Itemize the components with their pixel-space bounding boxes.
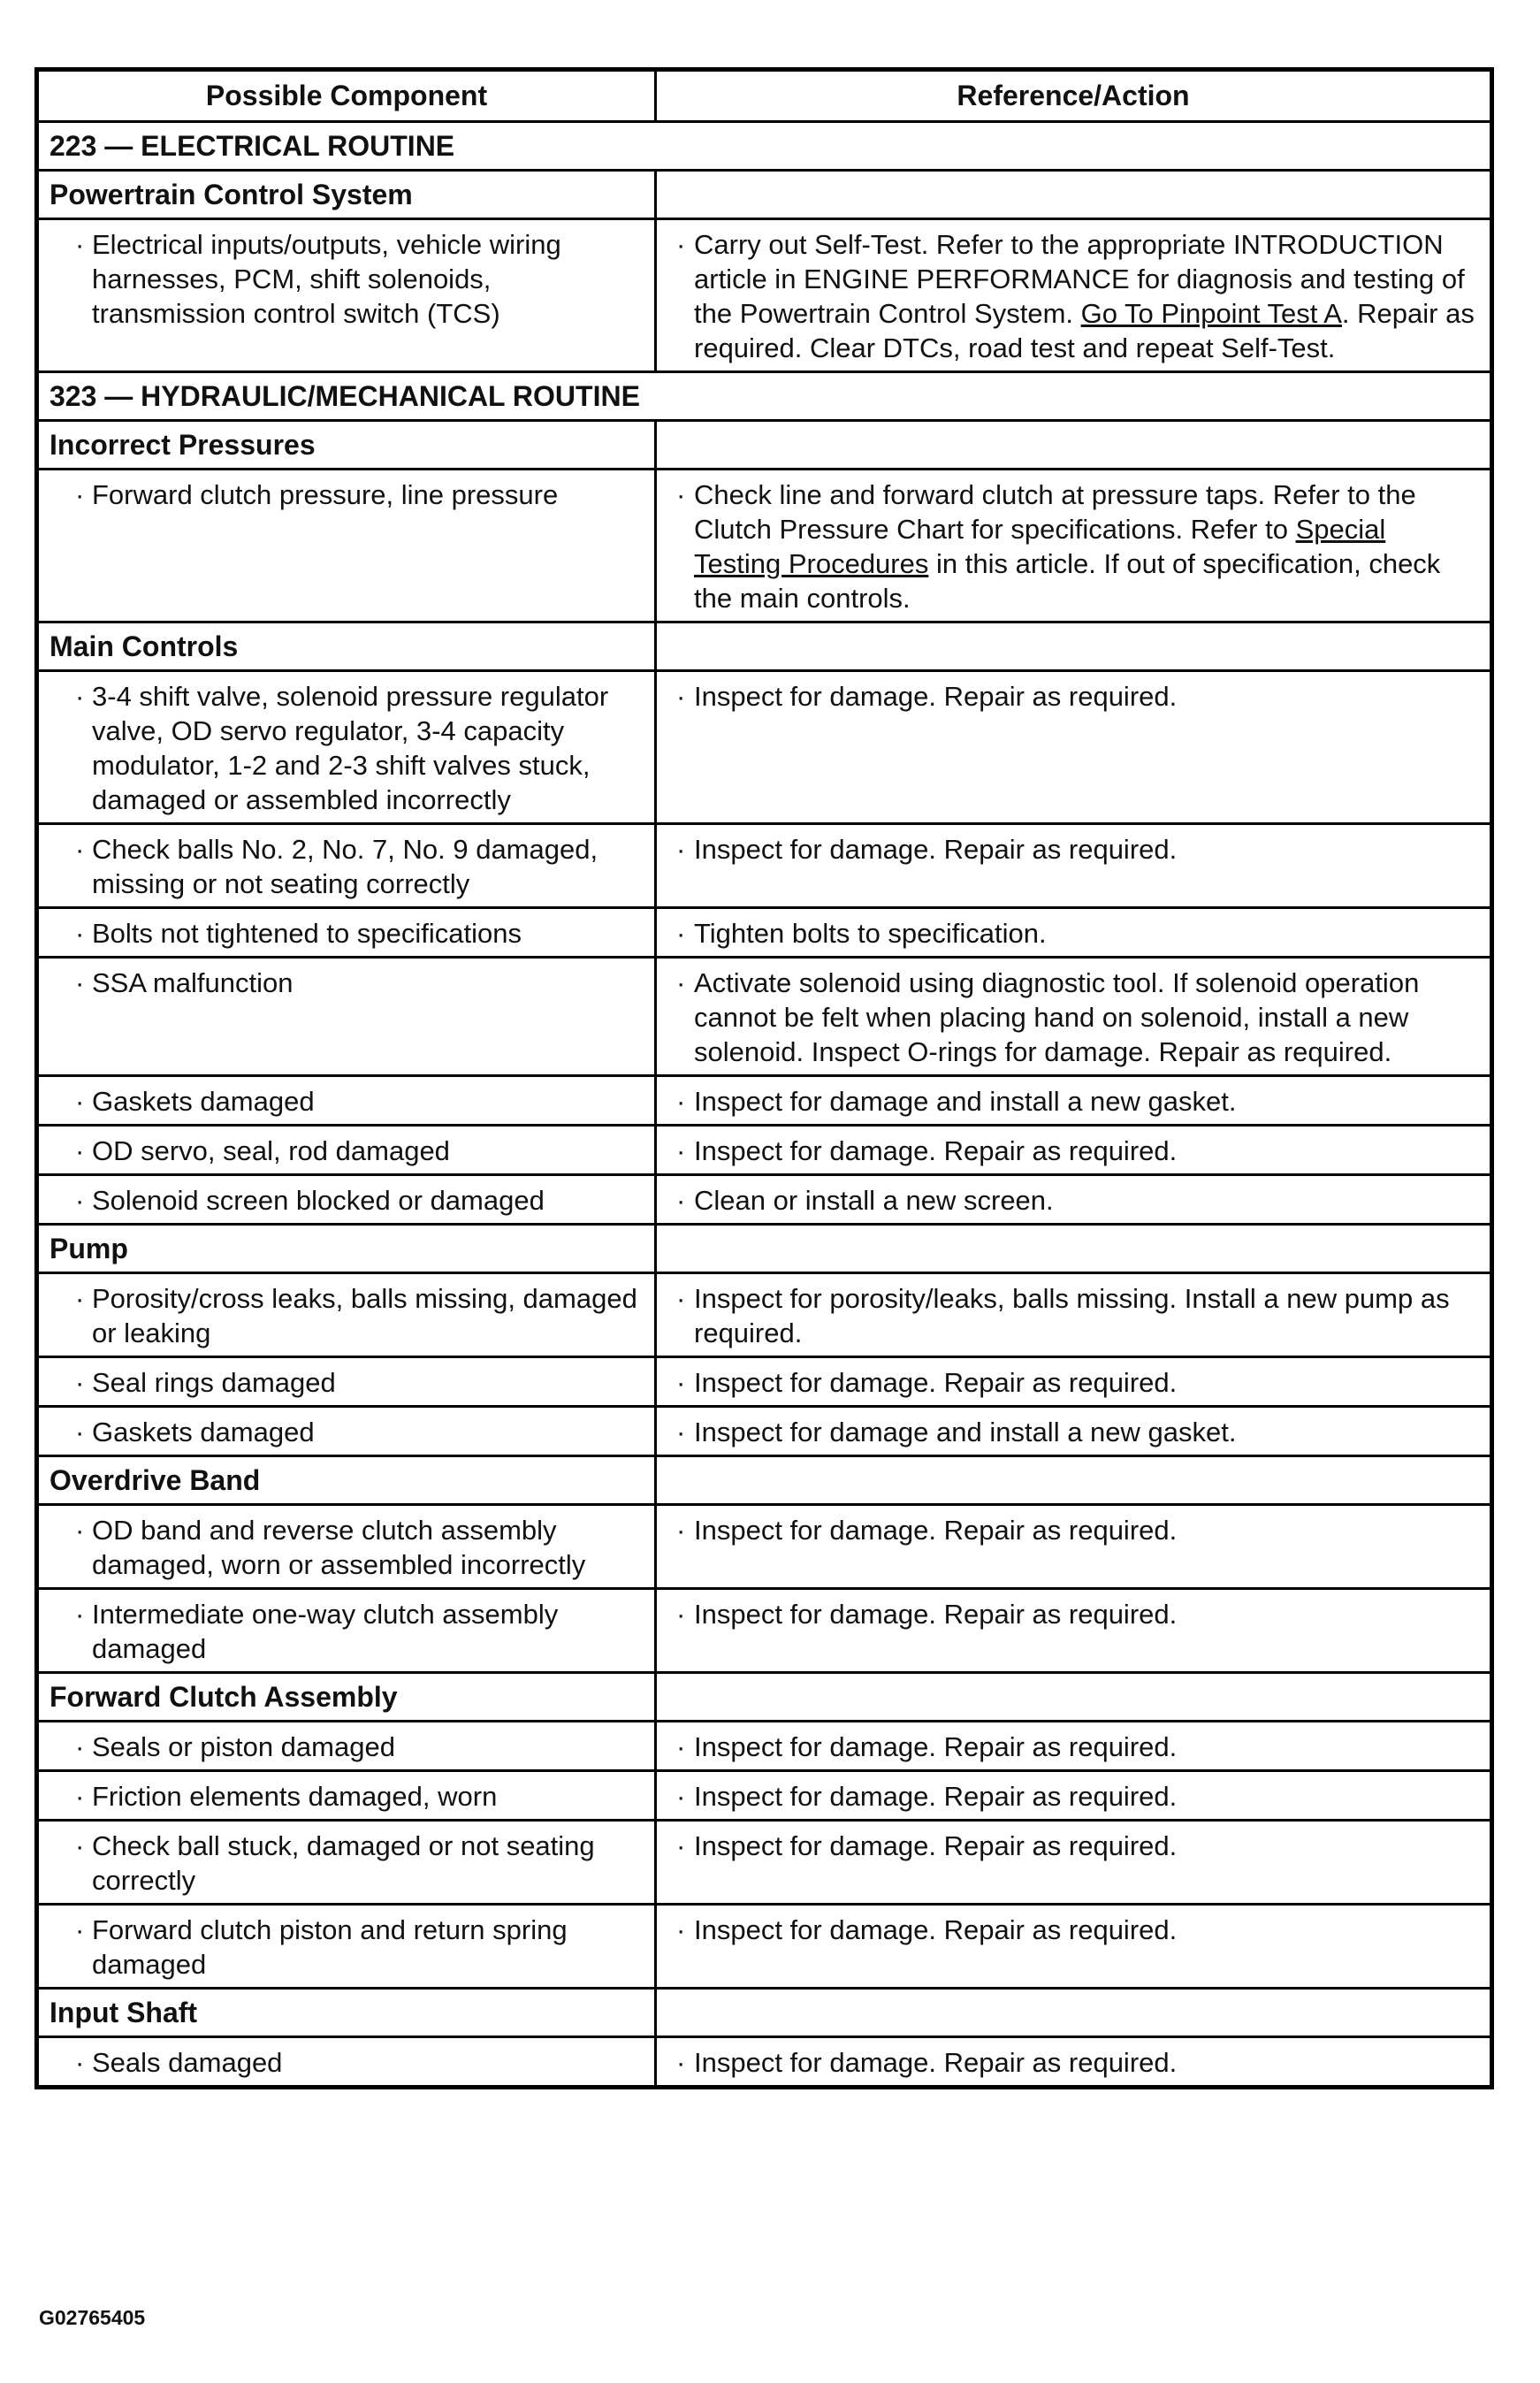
component-cell (37, 1076, 656, 1126)
component-text-wrap (39, 1913, 654, 1982)
action-text-wrap (657, 832, 1490, 867)
bullet-icon: · (676, 1135, 686, 1166)
component-text-wrap (39, 1597, 654, 1666)
action-text: Inspect for damage. Repair as required. (694, 1781, 1178, 1812)
bullet-icon: · (75, 918, 85, 949)
component-cell (37, 2037, 656, 2088)
action-text-continued: in this article. If out of specification, check the main controls. (694, 548, 1441, 614)
group-row (37, 421, 1492, 470)
component-cell (37, 1407, 656, 1456)
component-cell (37, 824, 656, 908)
group-title: Forward Clutch Assembly (37, 1673, 656, 1722)
action-text-wrap (657, 1084, 1490, 1119)
component-text-wrap (39, 916, 654, 951)
action-text: Inspect for damage. Repair as required. (694, 1599, 1178, 1630)
action-text-wrap (657, 1134, 1490, 1168)
possible-component-text: Check ball stuck, damaged or not seating correctly (92, 1830, 595, 1896)
possible-component-text: Seals damaged (92, 2047, 283, 2078)
group-title: Overdrive Band (37, 1456, 656, 1505)
component-text-wrap (39, 832, 654, 901)
bullet-icon: · (676, 1515, 686, 1546)
bullet-icon: · (75, 2047, 85, 2078)
action-text: Inspect for damage. Repair as required. (694, 1914, 1178, 1945)
possible-component-text: Gaskets damaged (92, 1086, 315, 1117)
table-row (37, 1273, 1492, 1357)
component-text-wrap (39, 1779, 654, 1814)
action-text-wrap (657, 1183, 1490, 1218)
group-row (37, 1225, 1492, 1273)
component-cell (37, 1771, 656, 1821)
action-text-wrap (657, 1779, 1490, 1814)
reference-link[interactable]: Go To Pinpoint Test A (1080, 298, 1342, 329)
bullet-icon: · (75, 1515, 85, 1546)
reference-link[interactable]: Special Testing Procedures (694, 514, 1386, 579)
bullet-icon: · (75, 1135, 85, 1166)
group-row (37, 171, 1492, 219)
table-row (37, 908, 1492, 958)
action-cell (656, 1771, 1492, 1821)
bullet-icon: · (75, 1185, 85, 1216)
possible-component-text: Solenoid screen blocked or damaged (92, 1185, 545, 1216)
bullet-icon: · (75, 1283, 85, 1314)
component-cell (37, 958, 656, 1076)
bullet-icon: · (75, 681, 85, 712)
action-text: Activate solenoid using diagnostic tool. If solenoid operation cannot be felt when placing hand on solenoid, install a new solenoid. Inspect O-rings for damage. Repair as required. (694, 967, 1420, 1067)
bullet-icon: · (676, 1367, 686, 1398)
bullet-icon: · (676, 1781, 686, 1812)
component-text-wrap (39, 679, 654, 817)
table-row (37, 2037, 1492, 2088)
action-text: Inspect for damage. Repair as required. (694, 1515, 1178, 1546)
component-text-wrap (39, 1134, 654, 1168)
action-text-wrap (657, 1597, 1490, 1631)
table-row (37, 1771, 1492, 1821)
table-row (37, 219, 1492, 372)
component-cell (37, 1722, 656, 1771)
action-text-wrap (657, 1829, 1490, 1863)
possible-component-text: Seal rings damaged (92, 1367, 336, 1398)
possible-component-text: Porosity/cross leaks, balls missing, damaged or leaking (92, 1283, 637, 1348)
table-row (37, 1722, 1492, 1771)
bullet-icon: · (676, 1914, 686, 1945)
action-text: Inspect for damage and install a new gasket. (694, 1086, 1237, 1117)
table-row (37, 1175, 1492, 1225)
component-text-wrap (39, 477, 654, 512)
bullet-icon: · (75, 967, 85, 998)
bullet-icon: · (75, 479, 85, 510)
action-cell (656, 1589, 1492, 1673)
bullet-icon: · (75, 1367, 85, 1398)
action-text: Inspect for porosity/leaks, balls missing. Install a new pump as required. (694, 1283, 1450, 1348)
action-text: Tighten bolts to specification. (694, 918, 1047, 949)
component-cell (37, 219, 656, 372)
action-cell (656, 1126, 1492, 1175)
bullet-icon: · (676, 2047, 686, 2078)
possible-component-text: Friction elements damaged, worn (92, 1781, 498, 1812)
bullet-icon: · (75, 1417, 85, 1447)
bullet-icon: · (676, 967, 686, 998)
action-cell (656, 1905, 1492, 1989)
bullet-icon: · (75, 1830, 85, 1861)
action-text: Inspect for damage. Repair as required. (694, 1367, 1178, 1398)
action-text-wrap (657, 679, 1490, 714)
component-cell (37, 1505, 656, 1589)
action-text: Check line and forward clutch at pressure taps. Refer to the Clutch Pressure Chart for specifications. Refer to (694, 479, 1416, 545)
component-cell (37, 908, 656, 958)
action-text: Inspect for damage. Repair as required. (694, 834, 1178, 865)
action-text: Inspect for damage. Repair as required. (694, 681, 1178, 712)
section-title: 223 — ELECTRICAL ROUTINE (37, 122, 1492, 171)
group-row (37, 1456, 1492, 1505)
component-text-wrap (39, 1365, 654, 1400)
component-cell (37, 1175, 656, 1225)
component-text-wrap (39, 1084, 654, 1119)
action-cell (656, 1505, 1492, 1589)
bullet-icon: · (676, 1830, 686, 1861)
action-cell (656, 1175, 1492, 1225)
action-text: Inspect for damage. Repair as required. (694, 2047, 1178, 2078)
action-text: Clean or install a new screen. (694, 1185, 1054, 1216)
action-text: Carry out Self-Test. Refer to the appropriate INTRODUCTION article in ENGINE PERFORMANCE for diagnosis and testing of the Powertrain Control System. (694, 229, 1465, 329)
section-row (37, 122, 1492, 171)
action-cell (656, 824, 1492, 908)
bullet-icon: · (75, 1086, 85, 1117)
group-title: Input Shaft (37, 1989, 656, 2037)
group-row (37, 622, 1492, 671)
table-row (37, 1905, 1492, 1989)
action-text-wrap (657, 966, 1490, 1069)
diagnosis-table-body (37, 70, 1492, 2088)
component-cell (37, 1273, 656, 1357)
bullet-icon: · (676, 1599, 686, 1630)
table-row (37, 1126, 1492, 1175)
group-row (37, 1673, 1492, 1722)
group-action-empty (656, 171, 1492, 219)
bullet-icon: · (676, 681, 686, 712)
possible-component-text: Bolts not tightened to specifications (92, 918, 522, 949)
action-cell (656, 1407, 1492, 1456)
component-cell (37, 671, 656, 824)
action-cell (656, 1821, 1492, 1905)
bullet-icon: · (75, 1781, 85, 1812)
bullet-icon: · (676, 834, 686, 865)
component-cell (37, 1357, 656, 1407)
action-cell (656, 908, 1492, 958)
group-title: Powertrain Control System (37, 171, 656, 219)
group-title: Pump (37, 1225, 656, 1273)
action-text-wrap (657, 227, 1490, 365)
component-text-wrap (39, 966, 654, 1000)
possible-component-text: Check balls No. 2, No. 7, No. 9 damaged, missing or not seating correctly (92, 834, 598, 899)
component-cell (37, 1126, 656, 1175)
group-action-empty (656, 622, 1492, 671)
action-text: Inspect for damage. Repair as required. (694, 1830, 1178, 1861)
figure-id: G02765405 (39, 2306, 146, 2329)
action-cell (656, 2037, 1492, 2088)
bullet-icon: · (676, 1417, 686, 1447)
bullet-icon: · (75, 229, 85, 260)
action-text-wrap (657, 2045, 1490, 2080)
bullet-icon: · (676, 1731, 686, 1762)
section-row (37, 372, 1492, 421)
header-reference-action: Reference/Action (656, 70, 1492, 122)
component-text-wrap (39, 1513, 654, 1582)
component-text-wrap (39, 1829, 654, 1898)
action-text-wrap (657, 477, 1490, 615)
component-text-wrap (39, 2045, 654, 2080)
table-row (37, 1821, 1492, 1905)
bullet-icon: · (676, 479, 686, 510)
action-text-wrap (657, 1281, 1490, 1350)
action-cell (656, 671, 1492, 824)
action-text-wrap (657, 1730, 1490, 1764)
bullet-icon: · (75, 1731, 85, 1762)
component-text-wrap (39, 227, 654, 331)
component-text-wrap (39, 1415, 654, 1449)
action-cell (656, 219, 1492, 372)
action-text: Inspect for damage and install a new gasket. (694, 1417, 1237, 1447)
possible-component-text: OD band and reverse clutch assembly damaged, worn or assembled incorrectly (92, 1515, 586, 1580)
group-action-empty (656, 1456, 1492, 1505)
action-text: Inspect for damage. Repair as required. (694, 1731, 1178, 1762)
diagnosis-table (34, 67, 1494, 2089)
possible-component-text: OD servo, seal, rod damaged (92, 1135, 450, 1166)
table-row (37, 671, 1492, 824)
section-title: 323 — HYDRAULIC/MECHANICAL ROUTINE (37, 372, 1492, 421)
table-row (37, 470, 1492, 622)
possible-component-text: Intermediate one-way clutch assembly damaged (92, 1599, 559, 1664)
possible-component-text: Seals or piston damaged (92, 1731, 395, 1762)
action-text: Inspect for damage. Repair as required. (694, 1135, 1178, 1166)
header-row (37, 70, 1492, 122)
action-cell (656, 1722, 1492, 1771)
group-action-empty (656, 1673, 1492, 1722)
table-row (37, 1076, 1492, 1126)
action-text-wrap (657, 916, 1490, 951)
component-text-wrap (39, 1281, 654, 1350)
table-row (37, 1357, 1492, 1407)
header-possible-component: Possible Component (37, 70, 656, 122)
possible-component-text: Gaskets damaged (92, 1417, 315, 1447)
group-title: Main Controls (37, 622, 656, 671)
component-cell (37, 1821, 656, 1905)
possible-component-text: 3-4 shift valve, solenoid pressure regulator valve, OD servo regulator, 3-4 capacity modulator, 1-2 and 2-3 shift valves stuck, damaged or assembled incorrectly (92, 681, 609, 815)
action-cell (656, 1357, 1492, 1407)
group-action-empty (656, 421, 1492, 470)
table-row (37, 958, 1492, 1076)
action-text-wrap (657, 1365, 1490, 1400)
table-row (37, 1407, 1492, 1456)
possible-component-text: Forward clutch piston and return spring damaged (92, 1914, 568, 1980)
bullet-icon: · (676, 229, 686, 260)
bullet-icon: · (676, 1086, 686, 1117)
diagnosis-table-sheet (34, 67, 1490, 2089)
action-text-wrap (657, 1913, 1490, 1947)
component-cell (37, 1589, 656, 1673)
component-cell (37, 1905, 656, 1989)
bullet-icon: · (75, 834, 85, 865)
group-title: Incorrect Pressures (37, 421, 656, 470)
group-row (37, 1989, 1492, 2037)
group-action-empty (656, 1225, 1492, 1273)
bullet-icon: · (676, 1185, 686, 1216)
action-cell (656, 958, 1492, 1076)
table-row (37, 1505, 1492, 1589)
possible-component-text: Forward clutch pressure, line pressure (92, 479, 559, 510)
bullet-icon: · (676, 1283, 686, 1314)
action-cell (656, 470, 1492, 622)
component-cell (37, 470, 656, 622)
action-text-wrap (657, 1513, 1490, 1547)
table-row (37, 1589, 1492, 1673)
action-text-wrap (657, 1415, 1490, 1449)
possible-component-text: SSA malfunction (92, 967, 294, 998)
component-text-wrap (39, 1183, 654, 1218)
component-text-wrap (39, 1730, 654, 1764)
bullet-icon: · (75, 1599, 85, 1630)
table-row (37, 824, 1492, 908)
action-cell (656, 1076, 1492, 1126)
bullet-icon: · (676, 918, 686, 949)
action-text-continued: . Repair as required. Clear DTCs, road test and repeat Self-Test. (694, 298, 1475, 363)
group-action-empty (656, 1989, 1492, 2037)
bullet-icon: · (75, 1914, 85, 1945)
action-cell (656, 1273, 1492, 1357)
possible-component-text: Electrical inputs/outputs, vehicle wiring harnesses, PCM, shift solenoids, transmission control switch (TCS) (92, 229, 561, 329)
